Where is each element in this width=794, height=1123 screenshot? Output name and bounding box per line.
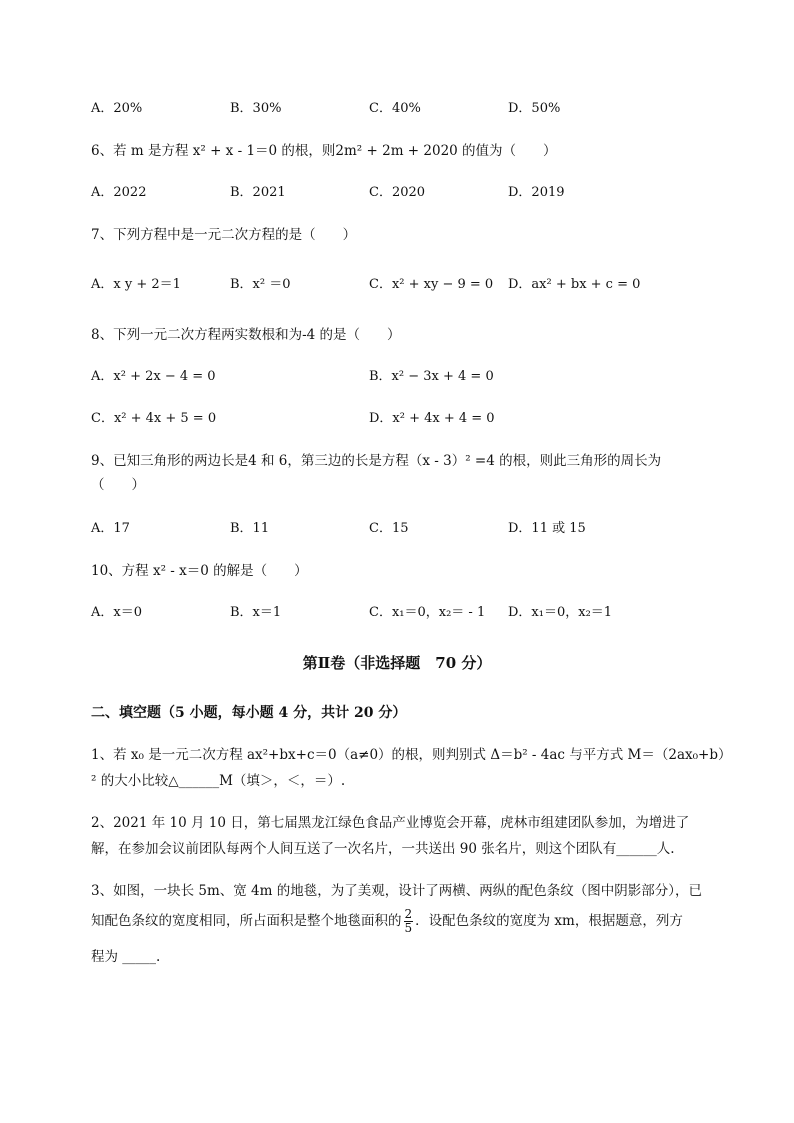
q9-stem: 9、已知三角形的两边长是4 和 6，第三边的长是方程（x - 3）² =4 的根，则此三角形的周长为 [91,453,662,469]
q7-stem: 7、下列方程中是一元二次方程的是（ ） [91,227,357,243]
q8-stem: 8、下列一元二次方程两实数根和为-4 的是（ ） [91,327,401,343]
q7-option-b: B．x² ＝0 [230,277,291,292]
q9-option-b: B．11 [230,521,270,536]
q8-option-c: C．x² + 4x + 5 = 0 [91,411,217,426]
fill1-line2: ² 的大小比较△______M（填＞，＜，＝）. [91,773,346,789]
q5-option-b: B．30% [230,101,282,116]
q10-option-b: B．x＝1 [230,605,282,620]
q7-option-c: C．x² + xy − 9 = 0 [369,277,494,292]
fill2-line1: 2、2021 年 10 月 10 日，第七届黑龙江绿色食品产业博览会开幕，虎林市组建团队参加，为增进了 [91,815,690,831]
q5-option-a: A．20% [91,101,143,116]
fill2-line2: 解，在参加会议前团队每两个人间互送了一次名片，一共送出 90 张名片，则这个团队有______人. [91,841,675,857]
q10-option-c: C．x₁＝0，x₂＝ - 1 [369,605,486,620]
q9-stem-cont: （ ） [91,477,145,493]
q5-option-c: C．40% [369,101,421,116]
fraction-two-fifths [404,908,414,935]
q7-option-d: D．ax² + bx + c = 0 [508,277,641,292]
fill3-line1: 3、如图，一块长 5m、宽 4m 的地毯，为了美观，设计了两横、两纵的配色条纹（图中阴影部分），已 [91,883,702,899]
q6-option-a: A．2022 [91,185,147,200]
q10-option-a: A．x＝0 [91,605,142,620]
q10-option-d: D．x₁＝0，x₂＝1 [508,605,613,620]
q8-option-b: B．x² − 3x + 4 = 0 [369,369,494,384]
q5-option-d: D．50% [508,101,561,116]
fill3-line3: 程为 _____. [91,949,161,965]
section2-heading: 二、填空题（5 小题，每小题 4 分，共计 20 分） [91,705,407,721]
q10-stem: 10、方程 x² - x＝0 的解是（ ） [91,563,308,579]
q9-option-d: D．11 或 15 [508,521,586,536]
fraction-denominator: 5 [404,921,413,935]
fraction-numerator: 2 [404,907,413,921]
q6-stem: 6、若 m 是方程 x² + x - 1＝0 的根，则2m² + 2m + 2020 的值为（ ） [91,143,557,159]
q9-option-c: C．15 [369,521,409,536]
q6-option-b: B．2021 [230,185,286,200]
fill3-line2 [91,908,683,935]
fill1-line1: 1、若 x₀ 是一元二次方程 ax²+bx+c＝0（a≠0）的根，则判别式 Δ＝b² - 4ac 与平方式 M＝（2ax₀+b） [91,747,732,763]
q6-option-c: C．2020 [369,185,426,200]
fill3-line2-text-b: ．设配色条纹的宽度为 xm，根据题意，列方 [415,913,683,929]
q7-option-a: A．x y + 2＝1 [91,277,181,292]
q9-option-a: A．17 [91,521,130,536]
fill3-line2-text-a: 知配色条纹的宽度相同，所占面积是整个地毯面积的 [91,913,402,929]
q8-option-a: A．x² + 2x − 4 = 0 [91,369,216,384]
q6-option-d: D．2019 [508,185,565,200]
part2-title: 第Ⅱ卷（非选择题 70 分） [302,654,492,672]
q8-option-d: D．x² + 4x + 4 = 0 [369,411,495,426]
